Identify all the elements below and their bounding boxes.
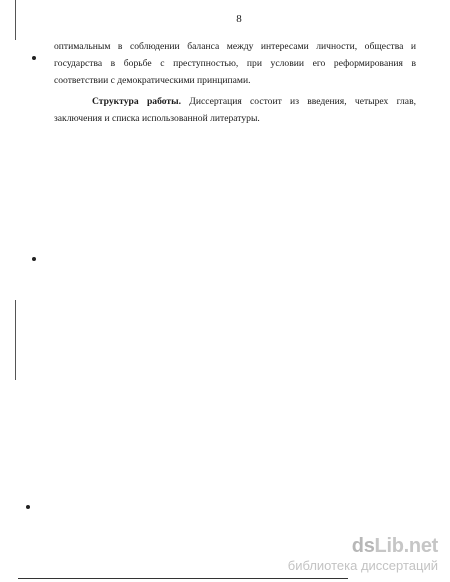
scan-mark: [26, 505, 30, 509]
watermark-brand: [288, 536, 438, 556]
watermark-brand-net: .net: [403, 535, 438, 557]
dslib-watermark: [288, 536, 438, 572]
left-margin-rule: [15, 0, 16, 40]
left-margin-rule: [15, 300, 16, 380]
paragraph-structure: [54, 94, 416, 128]
page-number: 8: [236, 13, 242, 25]
structure-text: Диссертация состоит из введения, четырех глав, заключения и списка использованной литературы.: [54, 96, 416, 124]
structure-heading: Структура работы.: [92, 96, 182, 107]
watermark-brand-ds: ds: [351, 535, 375, 557]
scan-mark: [32, 56, 36, 60]
scan-mark: [32, 257, 36, 261]
watermark-brand-lib: Lib: [374, 535, 404, 557]
watermark-subtitle: библиотека диссертаций: [287, 558, 438, 573]
paragraph-summary: оптимальным в соблюдении баланса между интересами личности, общества и государства в борьбе с преступностью, при условии его реформирования в соответствии с демократическими принципами.: [54, 41, 416, 86]
bottom-rule: [18, 578, 348, 579]
